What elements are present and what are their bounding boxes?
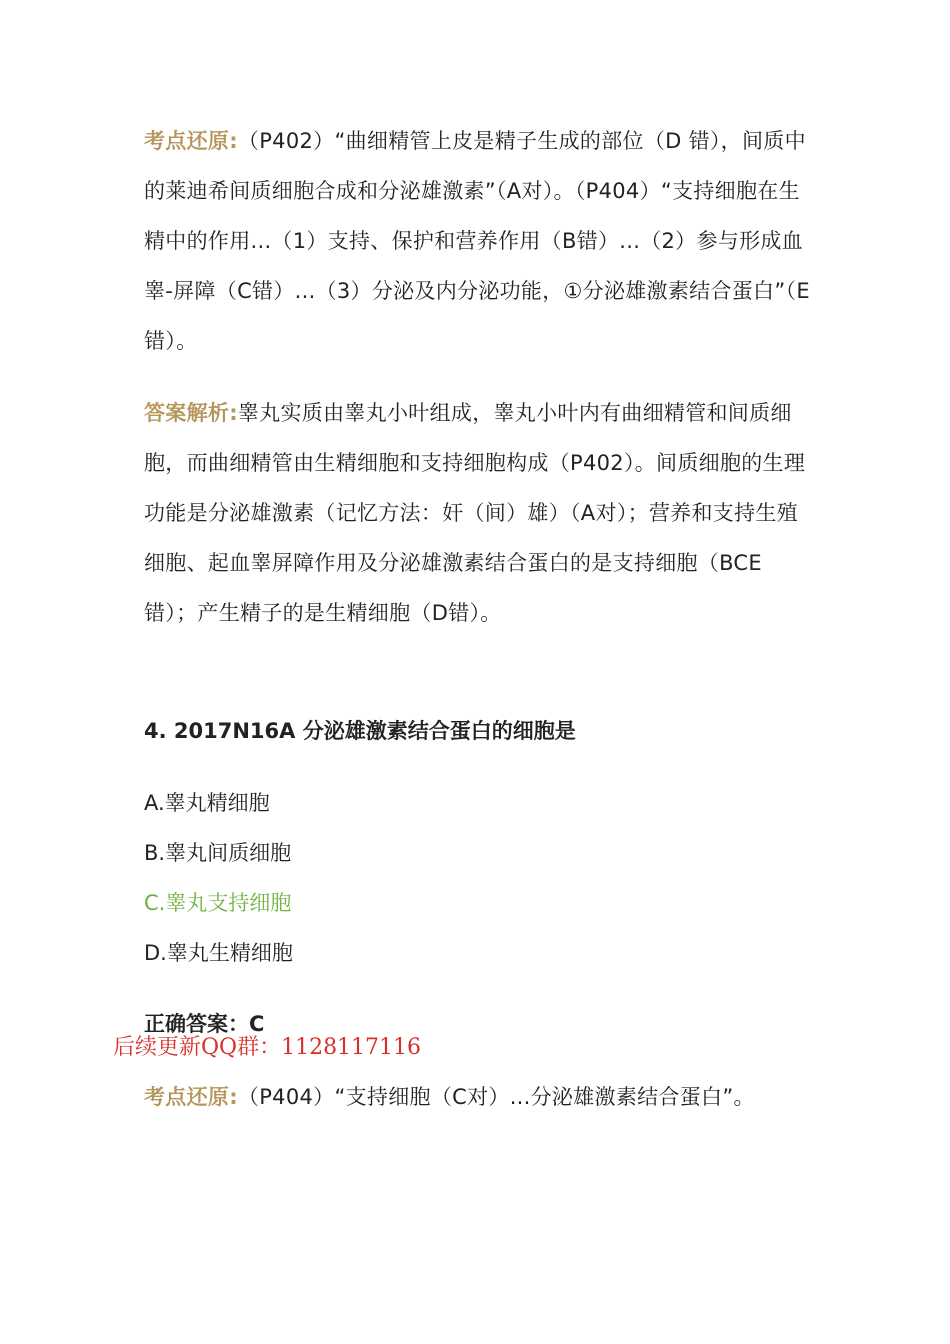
exam-point-paragraph-2 — [144, 1072, 814, 1122]
exam-point-label: 考点还原: — [144, 129, 238, 153]
exam-point-paragraph-1 — [144, 116, 814, 366]
qq-group-watermark: 后续更新QQ群：1128117116 — [113, 1035, 422, 1060]
exam-point-text-2: （P404）“支持细胞（C对）...分泌雄激素结合蛋白”。 — [237, 1085, 755, 1109]
answer-analysis-label: 答案解析: — [144, 401, 238, 425]
exam-point-label-2: 考点还原: — [144, 1085, 238, 1109]
option-b: B.睾丸间质细胞 — [144, 841, 292, 865]
option-d: D.睾丸生精细胞 — [144, 941, 293, 965]
question-title: 4. 2017N16A 分泌雄激素结合蛋白的细胞是 — [144, 719, 576, 743]
option-a: A.睾丸精细胞 — [144, 791, 270, 815]
option-c-correct: C.睾丸支持细胞 — [144, 891, 292, 915]
correct-answer: 正确答案：C — [144, 1012, 265, 1036]
answer-analysis-paragraph — [144, 388, 814, 638]
answer-analysis-text: 睾丸实质由睾丸小叶组成，睾丸小叶内有曲细精管和间质细胞，而曲细精管由生精细胞和支持细胞构成（P402）。间质细胞的生理功能是分泌雄激素（记忆方法：奸（间）雄）（A对）；营养和支持生殖细胞、起血睾屏障作用及分泌雄激素结合蛋白的是支持细胞（BCE错）；产生精子的是生精细胞（D错）。 — [144, 401, 806, 625]
exam-point-text: （P402）“曲细精管上皮是精子生成的部位（D 错），间质中的莱迪希间质细胞合成和分泌雄激素”（A对）。（P404）“支持细胞在生精中的作用...（1）支持、保护和营养作用（B错）...（2）参与形成血睾-屏障（C错）...（3）分泌及内分泌功能，①分泌雄激素结合蛋白”（E错）。 — [144, 129, 810, 353]
